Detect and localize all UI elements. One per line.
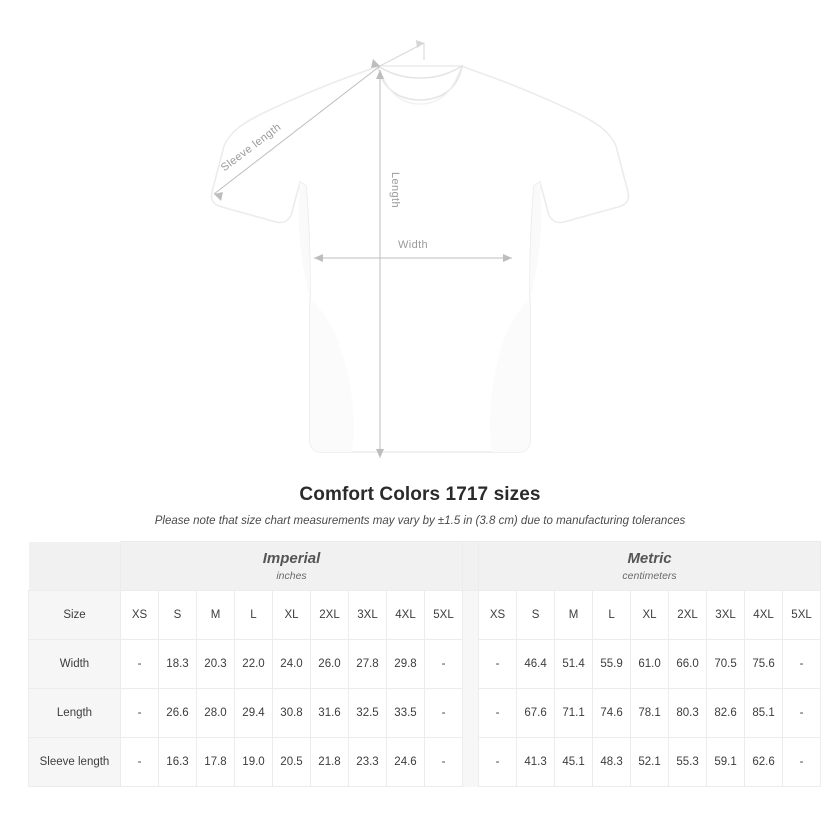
unit-spacer bbox=[463, 542, 479, 591]
cell-width-metric-l: 55.9 bbox=[593, 640, 631, 689]
cell-width-metric-xs: - bbox=[479, 640, 517, 689]
row-label-width: Width bbox=[29, 640, 121, 689]
cell-sleeve-imperial-3xl: 23.3 bbox=[349, 738, 387, 787]
cell-width-metric-xl: 61.0 bbox=[631, 640, 669, 689]
col-head-metric-2xl: 2XL bbox=[669, 591, 707, 640]
row-label-sleeve-length: Sleeve length bbox=[29, 738, 121, 787]
size-table-wrapper bbox=[28, 541, 812, 787]
cell-sleeve-imperial-xs: - bbox=[121, 738, 159, 787]
cell-width-metric-3xl: 70.5 bbox=[707, 640, 745, 689]
cell-width-imperial-l: 22.0 bbox=[235, 640, 273, 689]
imperial-label: Imperial bbox=[262, 550, 321, 567]
cell-width-metric-s: 46.4 bbox=[517, 640, 555, 689]
column-header-row bbox=[29, 591, 821, 640]
metric-sublabel: centimeters bbox=[622, 570, 677, 582]
row-spacer bbox=[463, 689, 479, 738]
row-spacer bbox=[463, 640, 479, 689]
cell-length-imperial-2xl: 31.6 bbox=[311, 689, 349, 738]
cell-sleeve-metric-5xl: - bbox=[783, 738, 821, 787]
col-head-metric-l: L bbox=[593, 591, 631, 640]
col-head-metric-5xl: 5XL bbox=[783, 591, 821, 640]
col-head-metric-3xl: 3XL bbox=[707, 591, 745, 640]
cell-width-imperial-2xl: 26.0 bbox=[311, 640, 349, 689]
column-spacer bbox=[463, 591, 479, 640]
col-head-imperial-s: S bbox=[159, 591, 197, 640]
cell-width-imperial-xs: - bbox=[121, 640, 159, 689]
cell-length-imperial-4xl: 33.5 bbox=[387, 689, 425, 738]
cell-width-imperial-s: 18.3 bbox=[159, 640, 197, 689]
cell-length-imperial-xs: - bbox=[121, 689, 159, 738]
cell-sleeve-imperial-s: 16.3 bbox=[159, 738, 197, 787]
cell-length-imperial-s: 26.6 bbox=[159, 689, 197, 738]
size-label-header: Size bbox=[29, 591, 121, 640]
tolerance-note: Please note that size chart measurements may vary by ±1.5 in (3.8 cm) due to manufacturing tolerances bbox=[154, 515, 686, 527]
metric-label: Metric bbox=[627, 550, 672, 567]
cell-width-imperial-xl: 24.0 bbox=[273, 640, 311, 689]
cell-width-metric-2xl: 66.0 bbox=[669, 640, 707, 689]
width-label: Width bbox=[397, 239, 429, 251]
col-head-metric-4xl: 4XL bbox=[745, 591, 783, 640]
cell-length-metric-s: 67.6 bbox=[517, 689, 555, 738]
cell-length-metric-l: 74.6 bbox=[593, 689, 631, 738]
col-head-imperial-xl: XL bbox=[273, 591, 311, 640]
page-title: Comfort Colors 1717 sizes bbox=[299, 484, 541, 505]
cell-length-imperial-l: 29.4 bbox=[235, 689, 273, 738]
unit-header-row bbox=[29, 542, 821, 591]
cell-width-metric-4xl: 75.6 bbox=[745, 640, 783, 689]
cell-length-metric-3xl: 82.6 bbox=[707, 689, 745, 738]
cell-sleeve-metric-m: 45.1 bbox=[555, 738, 593, 787]
cell-length-imperial-5xl: - bbox=[425, 689, 463, 738]
col-head-metric-xs: XS bbox=[479, 591, 517, 640]
size-table bbox=[28, 541, 821, 787]
col-head-imperial-5xl: 5XL bbox=[425, 591, 463, 640]
cell-width-metric-5xl: - bbox=[783, 640, 821, 689]
cell-length-metric-xl: 78.1 bbox=[631, 689, 669, 738]
col-head-imperial-3xl: 3XL bbox=[349, 591, 387, 640]
imperial-sublabel: inches bbox=[276, 570, 307, 582]
cell-sleeve-metric-3xl: 59.1 bbox=[707, 738, 745, 787]
cell-sleeve-imperial-5xl: - bbox=[425, 738, 463, 787]
cell-length-metric-m: 71.1 bbox=[555, 689, 593, 738]
col-head-imperial-l: L bbox=[235, 591, 273, 640]
cell-length-imperial-m: 28.0 bbox=[197, 689, 235, 738]
col-head-imperial-2xl: 2XL bbox=[311, 591, 349, 640]
cell-width-imperial-5xl: - bbox=[425, 640, 463, 689]
table-row bbox=[29, 738, 821, 787]
cell-sleeve-imperial-m: 17.8 bbox=[197, 738, 235, 787]
cell-sleeve-metric-l: 48.3 bbox=[593, 738, 631, 787]
cell-width-metric-m: 51.4 bbox=[555, 640, 593, 689]
cell-length-imperial-3xl: 32.5 bbox=[349, 689, 387, 738]
metric-header bbox=[479, 542, 821, 591]
cell-sleeve-metric-xl: 52.1 bbox=[631, 738, 669, 787]
sleeve-length-label: Sleeve length bbox=[218, 121, 284, 175]
col-head-imperial-4xl: 4XL bbox=[387, 591, 425, 640]
length-label: Length bbox=[389, 171, 401, 209]
cell-sleeve-imperial-2xl: 21.8 bbox=[311, 738, 349, 787]
table-row bbox=[29, 689, 821, 738]
row-spacer bbox=[463, 738, 479, 787]
cell-width-imperial-4xl: 29.8 bbox=[387, 640, 425, 689]
col-head-imperial-m: M bbox=[197, 591, 235, 640]
imperial-header bbox=[121, 542, 463, 591]
cell-sleeve-imperial-l: 19.0 bbox=[235, 738, 273, 787]
col-head-imperial-xs: XS bbox=[121, 591, 159, 640]
table-row bbox=[29, 640, 821, 689]
col-head-metric-s: S bbox=[517, 591, 555, 640]
cell-length-imperial-xl: 30.8 bbox=[273, 689, 311, 738]
cell-length-metric-2xl: 80.3 bbox=[669, 689, 707, 738]
cell-width-imperial-3xl: 27.8 bbox=[349, 640, 387, 689]
cell-length-metric-4xl: 85.1 bbox=[745, 689, 783, 738]
cell-length-metric-xs: - bbox=[479, 689, 517, 738]
cell-sleeve-metric-xs: - bbox=[479, 738, 517, 787]
cell-width-imperial-m: 20.3 bbox=[197, 640, 235, 689]
cell-sleeve-metric-2xl: 55.3 bbox=[669, 738, 707, 787]
cell-sleeve-imperial-4xl: 24.6 bbox=[387, 738, 425, 787]
title-block bbox=[0, 484, 840, 527]
cell-sleeve-metric-4xl: 62.6 bbox=[745, 738, 783, 787]
col-head-metric-m: M bbox=[555, 591, 593, 640]
row-label-length: Length bbox=[29, 689, 121, 738]
cell-length-metric-5xl: - bbox=[783, 689, 821, 738]
corner-cell bbox=[29, 542, 121, 591]
cell-sleeve-imperial-xl: 20.5 bbox=[273, 738, 311, 787]
cell-sleeve-metric-s: 41.3 bbox=[517, 738, 555, 787]
col-head-metric-xl: XL bbox=[631, 591, 669, 640]
